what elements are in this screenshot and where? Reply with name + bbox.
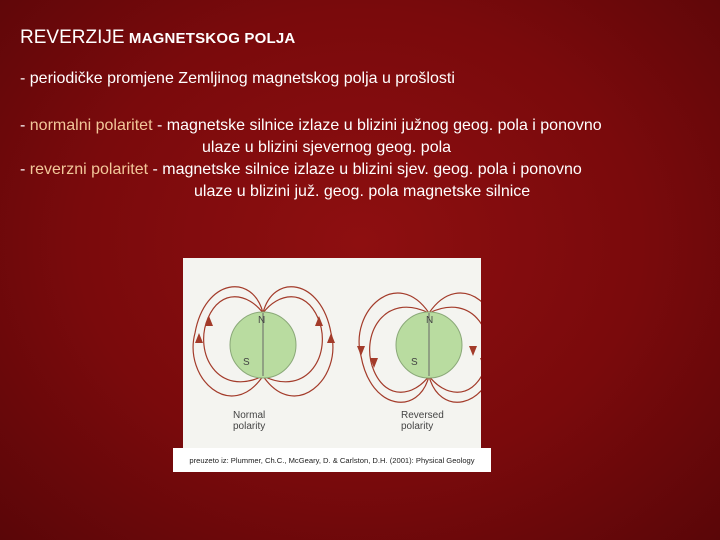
- reversed-prefix: -: [20, 161, 30, 178]
- normal-polarity-cont: ulaze u blizini sjevernog geog. pola: [202, 139, 452, 156]
- normal-prefix: -: [20, 117, 30, 134]
- reversed-caption-2: polarity: [401, 421, 434, 432]
- normal-n-label: N: [258, 315, 266, 326]
- reversed-s-label: S: [411, 357, 418, 368]
- normal-caption-2: polarity: [233, 421, 266, 432]
- normal-s-label: S: [243, 357, 250, 368]
- reversed-caption-1: Reversed: [401, 410, 444, 421]
- title-part1: REVERZIJE: [20, 27, 125, 48]
- polarity-figure: [183, 258, 481, 448]
- reversed-polarity-cont: ulaze u blizini juž. geog. pola magnetske silnice: [194, 183, 531, 200]
- slide-title: [20, 27, 295, 49]
- normal-text: - magnetske silnice izlaze u blizini južnog geog. pola i ponovno: [152, 117, 602, 134]
- reversed-term: reverzni polaritet: [29, 161, 149, 178]
- intro-line: - periodičke promjene Zemljinog magnetskog polja u prošlosti: [20, 70, 455, 87]
- reversed-polarity-line: [20, 161, 582, 179]
- figure-source-caption: preuzeto iz: Plummer, Ch.C., McGeary, D. & Carlston, D.H. (2001): Physical Geology: [173, 448, 491, 472]
- normal-caption-1: Normal: [233, 410, 266, 421]
- reversed-n-label: N: [426, 315, 434, 326]
- reversed-text: - magnetske silnice izlaze u blizini sjev. geog. pola i ponovno: [148, 161, 582, 178]
- title-part2: MAGNETSKOG POLJA: [124, 30, 296, 47]
- normal-polarity-line: [20, 117, 602, 135]
- normal-term: normalni polaritet: [29, 117, 153, 134]
